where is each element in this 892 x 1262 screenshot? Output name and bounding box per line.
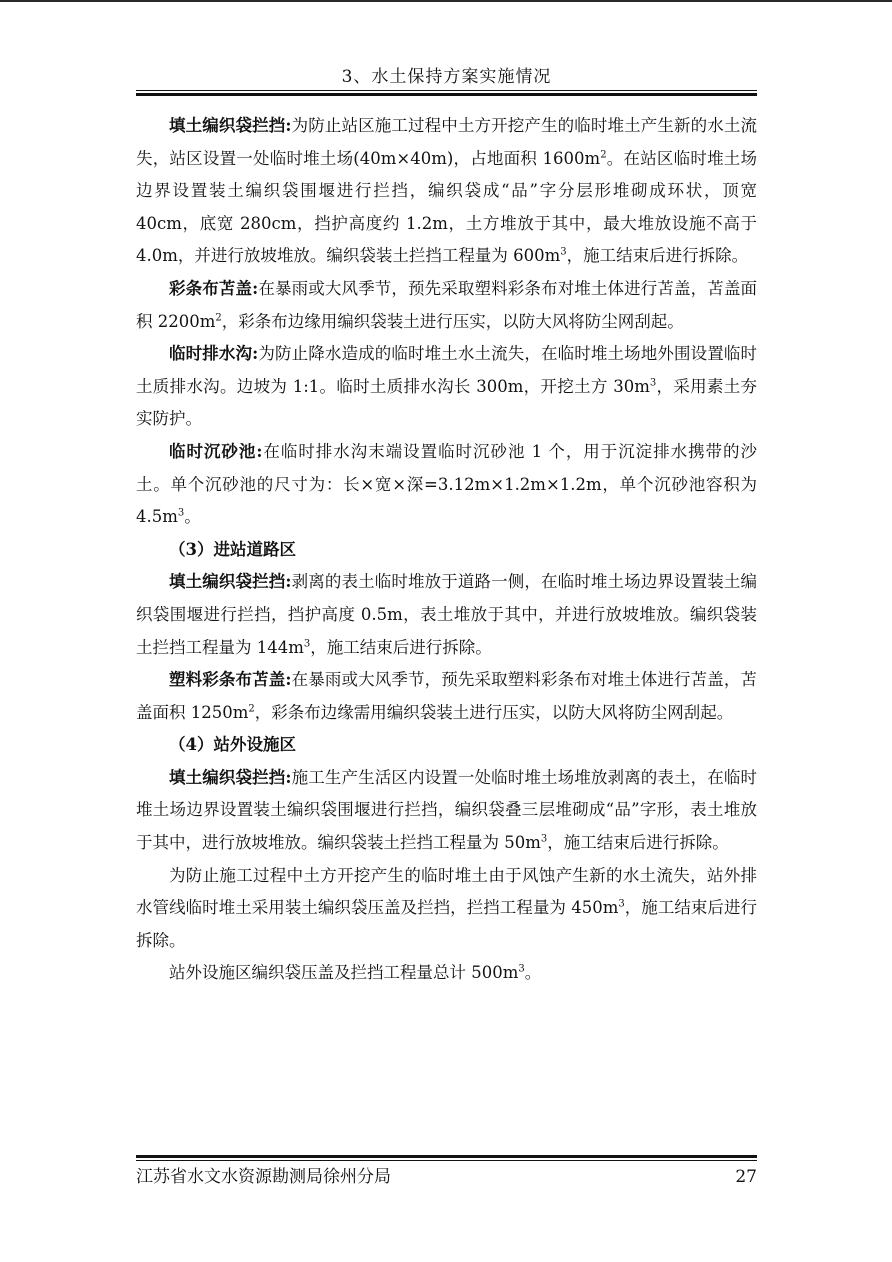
paragraph-lead: 临时沉砂池: [169, 441, 263, 461]
header-rule-thin [136, 90, 757, 91]
footer-organization: 江苏省水文水资源勘测局徐州分局 [136, 1167, 391, 1187]
top-edge-rule [0, 0, 892, 2]
paragraph: 塑料彩条布苫盖:在暴雨或大风季节，预先采取塑料彩条布对堆土体进行苫盖，苫盖面积 $1250m^2$，彩条布边缘需用编织袋装土进行压实，以防大风将防尘网刮起。 [136, 670, 758, 722]
document-body [136, 110, 757, 990]
paragraph-lead: 填土编织袋拦挡: [169, 572, 292, 592]
paragraph: 临时排水沟:为防止降水造成的临时堆土水土流失，在临时堆土场地外围设置临时土质排水沟。边坡为 1:1。临时土质排水沟长 300m，开挖土方 $30m^3$，采用素土夯实防护。 [136, 344, 758, 429]
section-heading: （4）站外设施区 [169, 735, 296, 755]
paragraph-lead: 彩条布苫盖: [169, 278, 259, 298]
paragraph-lead: 填土编织袋拦挡: [169, 116, 292, 135]
paragraph-lead: 塑料彩条布苫盖: [169, 670, 292, 690]
paragraph: 彩条布苫盖:在暴雨或大风季节，预先采取塑料彩条布对堆土体进行苫盖，苫盖面积 $2200m^2$，彩条布边缘用编织袋装土进行压实，以防大风将防尘网刮起。 [136, 278, 758, 331]
paragraph: 临时沉砂池:在临时排水沟末端设置临时沉砂池 1 个，用于沉淀排水携带的沙土。单个沉砂池的尺寸为：长×宽×深=3.12m×1.2m×1.2m，单个沉砂池容积为 $4.5m^3$。 [136, 441, 757, 527]
paragraph: 填土编织袋拦挡:剥离的表土临时堆放于道路一侧，在临时堆土场边界设置装土编织袋围堰进行拦挡，挡护高度 0.5m，表土堆放于其中，并进行放坡堆放。编织袋装土拦挡工程量为 $144m^3$，施工结束后进行拆除。 [136, 572, 758, 657]
page-header-title: 3、水土保持方案实施情况 [341, 67, 552, 87]
paragraph: 填土编织袋拦挡:施工生产生活区内设置一处临时堆土场堆放剥离的表土，在临时堆土场边界设置装土编织袋围堰进行拦挡，编织袋叠三层堆砌成“品”字形，表土堆放于其中，进行放坡堆放。编织袋装土拦挡工程量为 $50m^3$，施工结束后进行拆除。 [136, 767, 758, 853]
paragraph: 为防止施工过程中土方开挖产生的临时堆土由于风蚀产生新的水土流失，站外排水管线临时堆土采用装土编织袋压盖及拦挡，拦挡工程量为 $450m^3$，施工结束后进行拆除。 [136, 865, 758, 950]
section-heading: （3）进站道路区 [169, 539, 296, 559]
paragraph: 站外设施区编织袋压盖及拦挡工程量总计 $500m^3$。 [169, 963, 542, 983]
paragraph-lead: 临时排水沟: [169, 344, 259, 364]
paragraph: 填土编织袋拦挡:为防止站区施工过程中土方开挖产生的临时堆土产生新的水土流失，站区设置一处临时堆土场(40m×40m)，占地面积 $1600m^2$。在站区临时堆土场边界设置装土编织袋围堰进行拦挡，编织袋成“品”字分层形堆砌成环状，顶宽 40cm，底宽 280cm，挡护高度约 1.2m，土方堆放于其中，最大堆放设施不高于 4.0m，并进行放坡堆放。编织袋装土拦挡工程量为 $600m^3$，施工结束后进行拆除。 [136, 116, 758, 266]
footer-rule-thin [136, 1160, 757, 1161]
footer-rule-thick [136, 1155, 757, 1158]
header-rule-thick [136, 93, 757, 96]
page-number: 27 [735, 1167, 757, 1187]
paragraph-lead: 填土编织袋拦挡: [169, 767, 292, 787]
